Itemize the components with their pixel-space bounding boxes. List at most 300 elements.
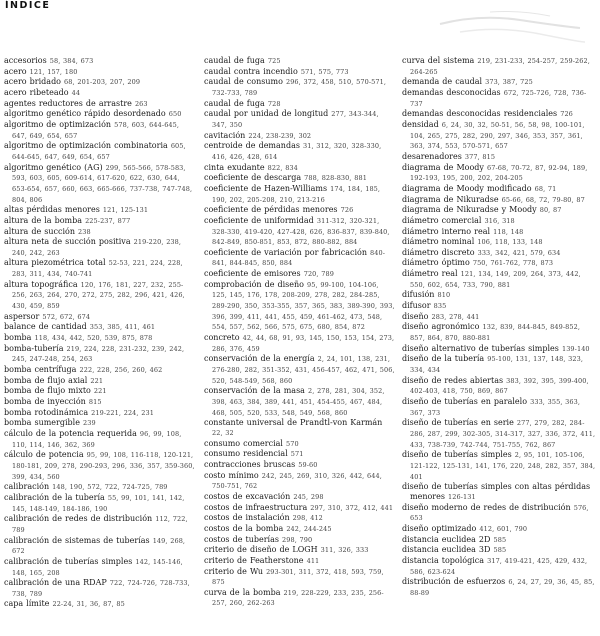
index-entry bbox=[4, 216, 196, 227]
index-pages: 333, 355, 363, 367, 373 bbox=[410, 398, 581, 417]
index-term: coeficiente de Hazen-Williams bbox=[204, 183, 328, 193]
index-entry bbox=[402, 258, 596, 269]
index-pages: 22-24, 31, 36, 87, 85 bbox=[52, 600, 125, 609]
index-term: consumo residencial bbox=[204, 449, 288, 459]
index-term: constante universal de Prandtl-von Karmán bbox=[204, 418, 383, 428]
index-entry bbox=[204, 184, 396, 205]
index-pages: 142, 145-146, 148, 165, 208 bbox=[12, 557, 183, 577]
index-term: conservación de la masa bbox=[204, 386, 305, 396]
index-entry bbox=[204, 524, 396, 535]
index-term: costos de instalación bbox=[204, 513, 290, 523]
index-entry bbox=[204, 354, 396, 386]
index-term: cálculo de la potencia requerida bbox=[4, 428, 137, 438]
index-column-2 bbox=[204, 56, 396, 609]
index-term: algoritmo de optimización combinatoria bbox=[4, 141, 168, 151]
index-pages: 148, 190, 572, 722, 724-725, 789 bbox=[52, 483, 168, 492]
index-entry bbox=[204, 163, 396, 174]
index-entry bbox=[204, 386, 396, 418]
index-pages: 219-221, 224, 231 bbox=[91, 408, 154, 417]
index-term: diagrama de Moody modificado bbox=[402, 183, 532, 193]
index-pages: 672, 725-726, 728, 736-737 bbox=[410, 88, 587, 108]
index-pages: 121, 134, 149, 209, 264, 373, 442, 550, 602, 654, 733, 790, 881 bbox=[410, 270, 581, 289]
index-term: altura de succión bbox=[4, 226, 75, 236]
index-term: bomba de inyección bbox=[4, 397, 86, 406]
index-entry bbox=[204, 99, 396, 110]
index-term: densidad bbox=[402, 119, 439, 129]
index-entry bbox=[204, 449, 396, 460]
index-pages: 139-140 bbox=[561, 344, 590, 353]
index-term: acero ribeteado bbox=[4, 87, 69, 97]
index-pages: 95-100, 131, 137, 148, 323, 334, 434 bbox=[410, 355, 584, 375]
index-term: diámetro real bbox=[402, 269, 458, 279]
index-pages: 221 bbox=[93, 387, 107, 396]
index-term: balance de cantidad bbox=[4, 322, 87, 332]
index-entry bbox=[204, 556, 396, 567]
index-entry bbox=[402, 556, 596, 577]
index-entry bbox=[204, 471, 396, 492]
index-term: coeficiente de descarga bbox=[204, 173, 302, 183]
index-pages: 822, 834 bbox=[267, 163, 298, 172]
index-pages: 59-60 bbox=[298, 460, 318, 469]
index-entry bbox=[4, 450, 196, 482]
index-pages: 576, 653 bbox=[410, 503, 589, 523]
index-entry bbox=[204, 173, 396, 184]
index-term: calibración de tuberías simples bbox=[4, 556, 133, 566]
index-entry bbox=[402, 248, 596, 259]
index-entry bbox=[402, 88, 596, 109]
index-pages: 224, 238-239, 302 bbox=[248, 131, 312, 140]
index-term: altura neta de succión positiva bbox=[4, 237, 131, 247]
index-pages: 242, 244-245 bbox=[286, 524, 332, 533]
index-pages: 311, 326, 333 bbox=[320, 546, 369, 555]
index-entry bbox=[204, 77, 396, 98]
index-pages: 2, 278, 281, 304, 352, 398, 463, 384, 389, 441, 451, 454-455, 467, 484, 468, 505, 520, 533, 548, 549, 568, 860 bbox=[212, 387, 385, 417]
index-pages: 815 bbox=[88, 398, 102, 406]
index-entry bbox=[204, 131, 396, 142]
index-term: costos de infraestructura bbox=[204, 502, 308, 512]
index-entry bbox=[402, 152, 596, 163]
index-entry bbox=[4, 418, 196, 429]
index-entry bbox=[4, 514, 196, 535]
index-term: calibración de redes de distribución bbox=[4, 514, 153, 524]
index-pages: 106, 118, 133, 148 bbox=[477, 238, 543, 247]
index-entry bbox=[4, 557, 196, 578]
index-pages: 296, 372, 458, 510, 570-571, 732-733, 789 bbox=[212, 78, 386, 97]
index-pages: 222, 228, 256, 260, 462 bbox=[79, 366, 163, 375]
index-term: demanda de caudal bbox=[402, 77, 483, 87]
index-pages: 572, 672, 674 bbox=[42, 312, 91, 321]
index-entry bbox=[402, 227, 596, 238]
index-pages: 55, 99, 101, 141, 142, 145, 148-149, 184-186, 190 bbox=[12, 493, 185, 513]
index-entry bbox=[204, 439, 396, 450]
index-term: contracciones bruscas bbox=[204, 459, 296, 469]
index-term: caudal de consumo bbox=[204, 77, 283, 87]
index-term: distancia euclidea 3D bbox=[402, 545, 491, 555]
index-term: calibración de la tubería bbox=[4, 492, 105, 502]
index-term: algoritmo genético rápido desordenado bbox=[4, 109, 166, 119]
index-pages: 118, 434, 442, 520, 539, 875, 878 bbox=[34, 334, 153, 343]
index-term: diseño optimizado bbox=[402, 523, 477, 533]
index-pages: 750, 761-762, 778, 873 bbox=[472, 259, 554, 268]
index-pages: 585 bbox=[493, 546, 507, 555]
index-pages: 239 bbox=[83, 419, 96, 428]
index-term: costos de excavación bbox=[204, 491, 291, 501]
index-term: diagrama de Nikuradse bbox=[402, 194, 499, 204]
index-entry bbox=[402, 418, 596, 450]
index-term: diámetro nominal bbox=[402, 237, 475, 247]
index-entry bbox=[402, 120, 596, 152]
index-term: diseño alternativo de tuberías simples bbox=[402, 343, 559, 353]
index-column-1 bbox=[4, 56, 196, 610]
index-pages: 277, 343-344, 347, 350 bbox=[212, 110, 379, 129]
index-pages: 221 bbox=[90, 376, 104, 385]
index-term: cavitación bbox=[204, 130, 246, 140]
index-pages: 298, 412 bbox=[292, 514, 323, 523]
index-entry bbox=[204, 545, 396, 556]
index-pages: 245, 298 bbox=[293, 492, 324, 501]
index-entry bbox=[204, 280, 396, 333]
index-entry bbox=[4, 258, 196, 279]
index-term: algoritmo genético (AG) bbox=[4, 162, 103, 172]
index-entry bbox=[402, 545, 596, 556]
index-pages: 835 bbox=[433, 302, 447, 311]
index-term: altas pérdidas menores bbox=[4, 205, 100, 215]
index-entry bbox=[4, 312, 196, 323]
index-entry bbox=[204, 333, 396, 354]
index-term: caudal de fuga bbox=[204, 98, 265, 108]
index-pages: 219, 224, 228, 231-232, 239, 242, 245, 247-248, 254, 263 bbox=[12, 344, 185, 364]
index-entry bbox=[402, 237, 596, 248]
index-term: concreto bbox=[204, 333, 240, 343]
index-entry bbox=[204, 492, 396, 503]
index-term: diseño de tuberías simples con altas pérdidas menores bbox=[402, 482, 591, 501]
index-entry bbox=[4, 322, 196, 333]
index-pages: 121, 125-131 bbox=[102, 206, 149, 215]
index-term: distancia topológica bbox=[402, 555, 485, 565]
index-entry bbox=[204, 67, 396, 78]
index-entry bbox=[402, 577, 596, 598]
index-term: diseño moderno de redes de distribución bbox=[402, 502, 571, 512]
index-pages: 6, 24, 27, 29, 36, 45, 85, 88-89 bbox=[410, 578, 595, 597]
index-entry bbox=[4, 205, 196, 216]
index-term: curva de la bomba bbox=[204, 587, 281, 597]
index-pages: 65-66, 68, 72, 79-80, 87 bbox=[501, 195, 585, 204]
index-pages: 68, 201-203, 207, 209 bbox=[64, 78, 141, 87]
index-pages: 242, 245, 269, 310, 326, 442, 644, 750-751, 762 bbox=[212, 471, 382, 491]
index-entry bbox=[204, 513, 396, 524]
index-pages: 277, 279, 282, 284-286, 287, 299, 302-305, 314-317, 327, 336, 372, 411, 433, 738-739, 742-744, 751-755, 762, 867 bbox=[410, 419, 596, 449]
index-pages: 571, 575, 773 bbox=[300, 67, 349, 76]
index-entry bbox=[402, 290, 596, 301]
index-entry bbox=[4, 493, 196, 514]
index-pages: 383, 392, 395, 399-400, 402-403, 418, 750, 869, 867 bbox=[410, 376, 589, 396]
index-pages: 2, 95, 101, 105-106, 121-122, 125-131, 141, 176, 220, 248, 282, 357, 384, 401 bbox=[410, 451, 596, 481]
index-entry bbox=[4, 163, 196, 206]
index-pages: 720, 789 bbox=[303, 270, 334, 279]
index-pages: 68, 71 bbox=[534, 184, 557, 193]
index-entry bbox=[204, 567, 396, 588]
index-pages: 412, 601, 790 bbox=[479, 524, 528, 533]
index-pages: 219-220, 238, 240, 242, 263 bbox=[12, 238, 182, 257]
index-entry bbox=[4, 536, 196, 557]
index-term: desarenadores bbox=[402, 151, 462, 161]
index-pages: 726 bbox=[560, 110, 573, 119]
index-pages: 58, 384, 673 bbox=[49, 57, 94, 65]
index-entry bbox=[204, 269, 396, 280]
index-entry bbox=[4, 599, 196, 610]
index-term: altura piezométrica total bbox=[4, 258, 106, 268]
index-term: accesorios bbox=[4, 56, 47, 65]
index-term: capa límite bbox=[4, 599, 50, 609]
index-entry bbox=[4, 429, 196, 450]
index-entry bbox=[402, 524, 596, 535]
index-pages: 6, 24, 30, 32, 50-51, 56, 58, 98, 100-101, 104, 265, 275, 282, 290, 297, 346, 353, 357, 361, 363, 374, 553, 570-571, 657 bbox=[410, 120, 585, 151]
index-entry bbox=[204, 216, 396, 248]
index-term: cálculo de potencia bbox=[4, 450, 84, 460]
index-entry bbox=[402, 397, 596, 418]
index-term: criterio de diseño de LOGH bbox=[204, 545, 318, 555]
index-pages: 810 bbox=[437, 291, 451, 300]
index-pages: 333, 342, 421, 579, 634 bbox=[477, 248, 561, 257]
index-entry bbox=[402, 301, 596, 312]
index-pages: 126-131 bbox=[448, 492, 476, 501]
index-term: comprobación de diseño bbox=[204, 279, 304, 289]
index-pages: 316, 318 bbox=[484, 216, 515, 225]
index-pages: 311-312, 320-321, 328-330, 419-420, 427-428, 626, 836-837, 839-840, 842-849, 850-851, 853, 872, 880-882, 884 bbox=[212, 216, 390, 247]
index-term: diseño de tuberías simples bbox=[402, 450, 512, 460]
index-pages: 650 bbox=[168, 110, 182, 119]
index-pages: 317, 419-421, 425, 429, 432, 586, 623-624 bbox=[410, 556, 588, 576]
index-term: curva del sistema bbox=[402, 56, 475, 65]
index-entry bbox=[402, 269, 596, 290]
index-entry bbox=[402, 56, 596, 77]
index-entry bbox=[4, 141, 196, 162]
index-entry bbox=[402, 376, 596, 397]
index-term: altura topográfica bbox=[4, 279, 78, 289]
index-entry bbox=[4, 280, 196, 312]
index-term: demandas desconocidas bbox=[402, 87, 501, 97]
index-pages: 728 bbox=[267, 99, 281, 108]
index-pages: 132, 839, 844-845, 849-852, 857, 864, 870, 880-881 bbox=[410, 323, 581, 343]
index-pages: 120, 176, 181, 227, 232, 255-256, 263, 264, 270, 272, 275, 282, 296, 421, 426, 430, 459, 859 bbox=[12, 280, 185, 311]
index-entry bbox=[402, 354, 596, 375]
index-term: caudal de fuga bbox=[204, 56, 265, 65]
index-entry bbox=[402, 322, 596, 343]
index-entry bbox=[402, 482, 596, 502]
index-entry bbox=[402, 195, 596, 206]
page-smudge-marks bbox=[420, 6, 590, 50]
page-title: ÍNDICE bbox=[5, 0, 51, 11]
index-entry bbox=[4, 227, 196, 238]
index-term: distribución de esfuerzos bbox=[402, 577, 506, 587]
index-term: diagrama de Moody bbox=[402, 162, 484, 172]
index-term: diagrama de Nikuradse y Moody bbox=[402, 205, 537, 215]
index-pages: 605, 644-645, 647, 649, 654, 657 bbox=[12, 142, 186, 161]
index-entry bbox=[4, 365, 196, 376]
index-term: consumo comercial bbox=[204, 438, 283, 448]
index-entry bbox=[204, 588, 396, 609]
index-pages: 263 bbox=[134, 99, 148, 108]
index-term: calibración bbox=[4, 482, 50, 492]
index-term: diseño bbox=[402, 311, 429, 321]
index-term: caudal contra incendio bbox=[204, 66, 298, 76]
index-entry bbox=[4, 109, 196, 120]
index-pages: 353, 385, 411, 461 bbox=[89, 323, 156, 332]
index-pages: 80, 87 bbox=[539, 206, 562, 215]
index-pages: 283, 278, 441 bbox=[431, 312, 480, 321]
index-entry bbox=[402, 450, 596, 482]
index-entry bbox=[4, 386, 196, 397]
index-pages: 174, 184, 185, 190, 202, 205-208, 210, 213-216 bbox=[212, 184, 381, 204]
index-term: conservación de la energía bbox=[204, 354, 315, 364]
index-pages: 22, 32 bbox=[212, 428, 234, 437]
index-term: calibración de una RDAP bbox=[4, 578, 107, 588]
index-pages: 96, 99, 108, 110, 114, 146, 362, 369 bbox=[12, 429, 182, 449]
index-term: diseño de la tubería bbox=[402, 354, 485, 364]
index-pages: 411 bbox=[306, 556, 320, 565]
index-entry bbox=[4, 56, 196, 67]
index-pages: 219, 231-233, 254-257, 259-262, 264-265 bbox=[410, 57, 590, 76]
index-term: criterio de Wu bbox=[204, 566, 264, 576]
index-entry bbox=[402, 535, 596, 546]
index-entry bbox=[4, 67, 196, 78]
index-pages: 67-68, 70-72, 87, 92-94, 189, 192-193, 195, 200, 202, 204-205 bbox=[410, 163, 588, 183]
index-pages: 42, 44, 68, 91, 93, 145, 150, 153, 154, 273, 286, 376, 459 bbox=[212, 334, 395, 353]
index-entry bbox=[4, 77, 196, 88]
index-entry bbox=[402, 109, 596, 120]
index-term: coeficiente de variación por fabricación bbox=[204, 247, 367, 257]
index-term: acero bridado bbox=[4, 77, 61, 87]
index-pages: 585 bbox=[493, 535, 507, 544]
index-pages: 149, 268, 672 bbox=[12, 536, 186, 556]
index-entry bbox=[4, 408, 196, 419]
index-term: bomba rotodinámica bbox=[4, 407, 89, 417]
index-pages: 293-301, 311, 372, 418, 593, 759, 875 bbox=[212, 567, 384, 587]
index-entry bbox=[4, 120, 196, 141]
index-pages: 840-841, 844-845, 850, 884 bbox=[212, 248, 386, 268]
index-term: criterio de Featherstone bbox=[204, 555, 304, 565]
index-entry bbox=[4, 99, 196, 110]
index-entry bbox=[4, 578, 196, 599]
index-pages: 118, 148 bbox=[493, 227, 524, 236]
index-pages: 31, 312, 320, 328-330, 416, 426, 428, 614 bbox=[212, 142, 382, 161]
index-entry bbox=[402, 216, 596, 227]
index-term: diseño de tuberías en paralelo bbox=[402, 397, 528, 406]
index-term: diseño de tuberías en serie bbox=[402, 418, 514, 428]
index-entry bbox=[402, 344, 596, 355]
index-pages: 788, 828-830, 881 bbox=[304, 174, 367, 183]
index-term: diseño agronómico bbox=[402, 322, 480, 332]
index-pages: 298, 790 bbox=[282, 535, 313, 544]
index-pages: 725 bbox=[267, 57, 281, 65]
index-term: acero bbox=[4, 66, 27, 76]
index-entry bbox=[204, 418, 396, 438]
index-term: bomba bbox=[4, 333, 32, 343]
index-term: bomba sumergible bbox=[4, 418, 80, 428]
index-pages: 219, 228-229, 233, 235, 256-257, 260, 262-263 bbox=[212, 588, 384, 608]
index-pages: 571 bbox=[290, 450, 304, 459]
index-pages: 722, 724-726, 728-733, 738, 789 bbox=[12, 579, 190, 598]
index-entry bbox=[402, 205, 596, 216]
index-entry bbox=[4, 88, 196, 99]
index-term: costos de la bomba bbox=[204, 523, 284, 533]
index-term: calibración de sistemas de tuberías bbox=[4, 535, 150, 545]
index-column-3 bbox=[402, 56, 596, 598]
index-pages: 373, 387, 725 bbox=[485, 78, 533, 87]
index-entry bbox=[402, 184, 596, 195]
index-entry bbox=[4, 237, 196, 258]
index-term: agentes reductores de arrastre bbox=[4, 98, 132, 108]
index-pages: 44 bbox=[71, 88, 81, 97]
index-entry bbox=[4, 397, 196, 408]
index-term: costos de tuberías bbox=[204, 534, 279, 544]
index-pages: 377, 815 bbox=[464, 152, 496, 161]
index-entry bbox=[204, 109, 396, 130]
index-term: bomba centrífuga bbox=[4, 365, 77, 375]
index-pages: 95, 99-100, 104-106, 125, 145, 176, 178, 208-209, 278, 282, 284-285, 289-290, 350, 353-355, 357, 365, 383, 389-390, 393, 396, 399, 411, 441, 455, 459, 461-462, 473, 548, 554, 557, 562, 566, 575, 675, 680, 854, 872 bbox=[212, 280, 395, 332]
index-entry bbox=[402, 503, 596, 524]
index-term: bomba de flujo mixto bbox=[4, 386, 91, 396]
index-term: diámetro óptimo bbox=[402, 258, 470, 268]
index-term: diámetro interno real bbox=[402, 226, 491, 236]
index-entry bbox=[402, 312, 596, 323]
index-entry bbox=[4, 376, 196, 387]
index-pages: 112, 722, 789 bbox=[12, 515, 188, 534]
index-entry bbox=[4, 482, 196, 493]
index-entry bbox=[204, 503, 396, 514]
index-pages: 297, 310, 372, 412, 441 bbox=[310, 503, 394, 512]
index-term: bomba de flujo axial bbox=[4, 375, 88, 385]
index-pages: 52-53, 221, 224, 228, 283, 311, 434, 740-741 bbox=[12, 259, 183, 279]
index-entry bbox=[204, 535, 396, 546]
index-term: distancia euclidea 2D bbox=[402, 534, 491, 544]
index-term: altura de la bomba bbox=[4, 215, 83, 225]
index-term: diseño de redes abiertas bbox=[402, 375, 504, 385]
index-term: algoritmo de optimización bbox=[4, 119, 112, 129]
index-pages: 95, 99, 108, 116-118, 120-121, 180-181, 209, 278, 290-293, 296, 336, 357, 359-360, 399, 434, 560 bbox=[12, 451, 195, 481]
index-term: difusión bbox=[402, 290, 435, 300]
index-term: centroide de demandas bbox=[204, 141, 300, 151]
index-term: coeficiente de uniformidad bbox=[204, 215, 314, 225]
index-term: cinta exudante bbox=[204, 162, 265, 172]
index-pages: 2, 24, 101, 138, 231, 276-280, 282, 351-352, 431, 456-457, 462, 471, 506, 520, 548-549, 568, 860 bbox=[212, 355, 395, 385]
index-entry bbox=[402, 77, 596, 88]
index-pages: 238 bbox=[78, 227, 91, 236]
index-entry bbox=[204, 141, 396, 162]
index-term: diámetro discreto bbox=[402, 247, 475, 257]
index-pages: 726 bbox=[340, 206, 354, 215]
index-term: bomba-tubería bbox=[4, 343, 64, 353]
index-term: coeficiente de pérdidas menores bbox=[204, 205, 338, 215]
index-entry bbox=[402, 163, 596, 184]
index-term: difusor bbox=[402, 301, 431, 311]
index-pages: 225-237, 877 bbox=[85, 216, 131, 225]
index-term: costo mínimo bbox=[204, 470, 259, 480]
index-entry bbox=[4, 333, 196, 344]
index-entry bbox=[4, 344, 196, 365]
index-pages: 299, 565-566, 578-583, 593, 603, 605, 609-614, 617-620, 622, 630, 644, 653-654, 657, 660, 663, 665-666, 737-738, 747-748, 804, 806 bbox=[12, 163, 193, 204]
index-pages: 121, 157, 180 bbox=[29, 67, 78, 76]
index-term: caudal por unidad de longitud bbox=[204, 109, 329, 119]
index-term: aspersor bbox=[4, 311, 40, 321]
index-term: diámetro comercial bbox=[402, 215, 482, 225]
index-entry bbox=[204, 205, 396, 216]
index-entry bbox=[204, 460, 396, 471]
index-term: demandas desconocidas residenciales bbox=[402, 109, 558, 119]
index-pages: 570 bbox=[286, 439, 299, 448]
index-pages: 578, 603, 644-645, 647, 649, 654, 657 bbox=[12, 120, 180, 140]
index-entry bbox=[204, 56, 396, 67]
